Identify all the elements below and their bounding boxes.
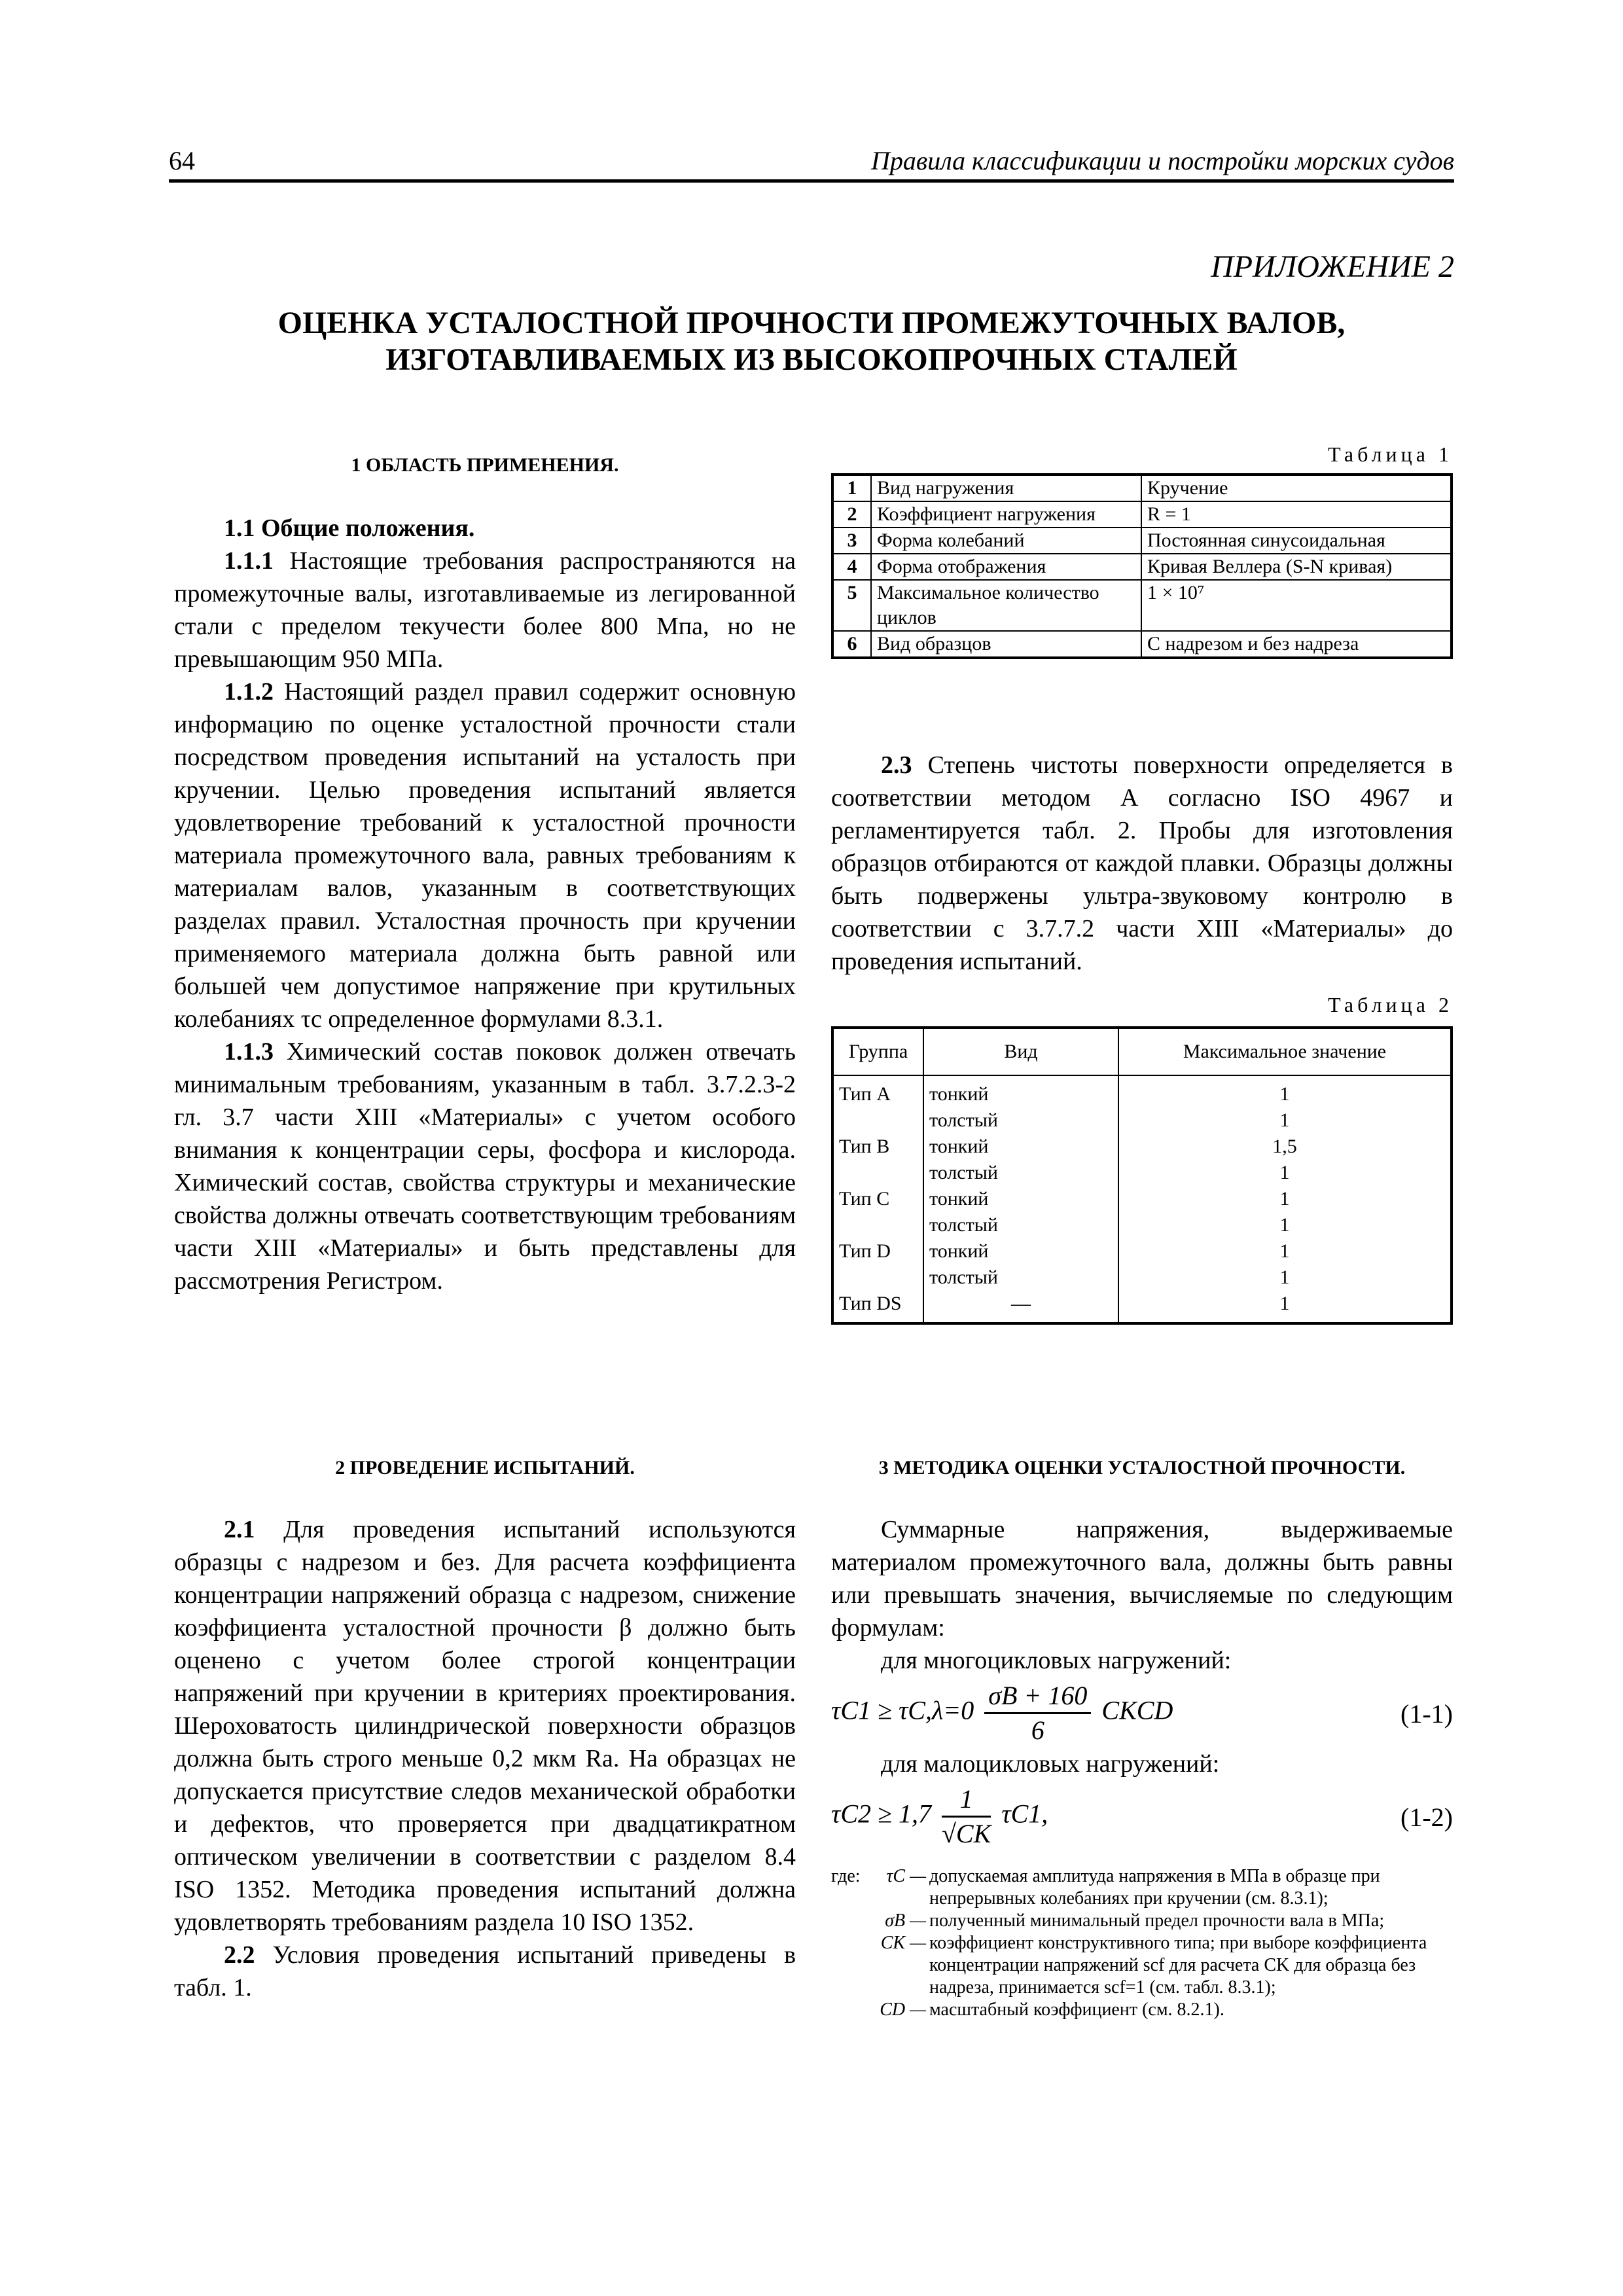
table-1-cell-parameter: Вид образцов bbox=[871, 631, 1141, 658]
table-2-row bbox=[832, 1265, 1452, 1291]
table-1-cell-number: 5 bbox=[832, 580, 871, 631]
paragraph-text: Настоящий раздел правил содержит основную информацию по оценке усталостной прочности стали посредством проведения испытаний на усталость при кручении. Целью проведения испытаний является удовлетворение требований к усталостной прочности материала промежуточного вала, равных требованиям к материалам валов, указанным в соответствующих разделах правил. Усталостная прочность при кручении применяемого материала должна быть равной или большей чем допустимое напряжение при крутильных колебаниях τc определенное формулами 8.3.1. bbox=[174, 678, 796, 1033]
paragraph-1-1-2 bbox=[174, 675, 796, 1035]
table-1-block bbox=[831, 442, 1453, 659]
section-1 bbox=[174, 449, 796, 1297]
table-2-cell-max: 1 bbox=[1118, 1107, 1452, 1134]
paragraph-2-3-block bbox=[831, 749, 1453, 1325]
table-1-cell-number: 4 bbox=[832, 554, 871, 580]
paragraph-text: Химический состав поковок должен отвечать минимальным требованиям, указанным в табл. 3.7.2.3-2 гл. 3.7 части XIII «Материалы» с учетом особого внимания к концентрации серы, фосфора и кислорода. Химический состав, свойства структуры и механические свойства должны отвечать соответствующим требованиям части XIII «Материалы» и быть представлены для рассмотрения Регистром. bbox=[174, 1038, 796, 1295]
paragraph-1-1-1 bbox=[174, 545, 796, 675]
section-3-intro: Суммарные напряжения, выдерживаемые материалом промежуточного вала, должны быть равны или превышать значения, вычисляемые по следующим формулам: bbox=[831, 1516, 1453, 1641]
section-2-heading: 2 ПРОВЕДЕНИЕ ИСПЫТАНИЙ. bbox=[335, 1457, 635, 1479]
formula-2-number: (1-2) bbox=[1400, 1803, 1453, 1832]
note-text: допускаемая амплитуда напряжения в МПа в образце при непрерывных колебаниях при кручении (см. 8.3.1); bbox=[929, 1866, 1380, 1909]
table-2-cell-group: Тип A bbox=[832, 1075, 923, 1107]
table-2-label: Таблица 2 bbox=[1328, 993, 1453, 1016]
table-2-cell-kind: толстый bbox=[923, 1160, 1118, 1186]
table-1-row bbox=[832, 475, 1452, 501]
table-2-header-kind: Вид bbox=[923, 1028, 1118, 1075]
formula-1-2 bbox=[831, 1783, 1453, 1856]
table-1-cell-parameter: Вид нагружения bbox=[871, 475, 1141, 501]
formula-2-lhs: τC2 ≥ 1,7 bbox=[831, 1799, 931, 1829]
formula-1-1 bbox=[831, 1679, 1453, 1748]
appendix-label: ПРИЛОЖЕНИЕ 2 bbox=[1211, 249, 1454, 284]
formula-2-numerator: 1 bbox=[942, 1783, 991, 1818]
table-2-cell-max: 1 bbox=[1118, 1075, 1452, 1107]
formula-notes bbox=[831, 1865, 1453, 2021]
formula-note bbox=[831, 1932, 1453, 1999]
section-2 bbox=[174, 1452, 796, 2004]
table-2-cell-group bbox=[832, 1107, 923, 1134]
paragraph-2-2 bbox=[174, 1939, 796, 2004]
note-text: масштабный коэффициент (см. 8.2.1). bbox=[929, 2000, 1224, 2020]
paragraph-1-1-3 bbox=[174, 1035, 796, 1297]
note-symbol: σB — bbox=[885, 1910, 926, 1931]
note-symbol: CD — bbox=[880, 2000, 926, 2020]
table-2-cell-group: Тип DS bbox=[832, 1291, 923, 1323]
table-1-row bbox=[832, 554, 1452, 580]
table-2-cell-max: 1 bbox=[1118, 1291, 1452, 1323]
paragraph-text: Степень чистоты поверхности определяется в соответствии методом А согласно ISO 4967 и регламентируется табл. 2. Пробы для изготовления образцов отбираются от каждой плавки. Образцы должны быть подвержены ультра-звуковому контролю в соответствии с 3.7.7.2 части XIII «Материалы» до проведения испытаний. bbox=[831, 751, 1453, 975]
table-2-cell-kind: тонкий bbox=[923, 1238, 1118, 1265]
table-1-cell-number: 3 bbox=[832, 528, 871, 554]
paragraph-number: 2.3 bbox=[881, 751, 912, 779]
formula-2-intro: для малоцикловых нагружений: bbox=[881, 1750, 1220, 1778]
table-2-cell-group: Тип B bbox=[832, 1134, 923, 1160]
table-1-row bbox=[832, 631, 1452, 658]
table-1-row bbox=[832, 501, 1452, 528]
table-2-row bbox=[832, 1075, 1452, 1107]
paragraph-number: 1.1.3 bbox=[224, 1038, 274, 1066]
paragraph-number: 2.2 bbox=[224, 1941, 255, 1969]
table-2-row bbox=[832, 1134, 1452, 1160]
table-2-cell-kind: тонкий bbox=[923, 1186, 1118, 1212]
note-text: полученный минимальный предел прочности вала в МПа; bbox=[929, 1910, 1385, 1931]
paragraph-number: 1.1.1 bbox=[224, 547, 274, 575]
paragraph-text: Для проведения испытаний используются образцы с надрезом и без. Для расчета коэффициента концентрации напряжений образца с надрезом, снижение коэффициента усталостной прочности β должно быть оценено с учетом более строгой концентрации напряжений при кручении в критериях проектирования. Шероховатость цилиндрической поверхности образцов должна быть строго меньше 0,2 мкм Ra. На образцах не допускается присутствие следов механической обработки и дефектов, что проверяется при двадцатикратном оптическом увеличении в соответствии с разделом 8.4 ISO 1352. Методика проведения испытаний должна удовлетворять требованиям раздела 10 ISO 1352. bbox=[174, 1516, 796, 1936]
table-2 bbox=[831, 1026, 1453, 1325]
note-symbol: τC — bbox=[886, 1866, 926, 1886]
table-1-cell-parameter: Форма отображения bbox=[871, 554, 1141, 580]
table-1-cell-value: Кручение bbox=[1141, 475, 1452, 501]
formula-1-denominator: 6 bbox=[1031, 1715, 1044, 1745]
table-2-cell-kind: толстый bbox=[923, 1265, 1118, 1291]
section-1-heading: 1 ОБЛАСТЬ ПРИМЕНЕНИЯ. bbox=[351, 454, 619, 476]
table-1-cell-value: Постоянная синусоидальная bbox=[1141, 528, 1452, 554]
table-2-cell-group: Тип C bbox=[832, 1186, 923, 1212]
table-2-row bbox=[832, 1107, 1452, 1134]
table-2-cell-kind: тонкий bbox=[923, 1134, 1118, 1160]
paragraph-2-1 bbox=[174, 1513, 796, 1939]
table-1-cell-parameter: Коэффициент нагружения bbox=[871, 501, 1141, 528]
header-rule bbox=[169, 179, 1454, 183]
paragraph-2-3 bbox=[831, 749, 1453, 978]
table-1-row bbox=[832, 580, 1452, 631]
formula-note bbox=[831, 1999, 1453, 2021]
paragraph-number: 2.1 bbox=[224, 1516, 255, 1543]
table-2-row bbox=[832, 1186, 1452, 1212]
table-2-cell-group bbox=[832, 1160, 923, 1186]
paragraph-number: 1.1.2 bbox=[224, 678, 274, 706]
table-1-label: Таблица 1 bbox=[1328, 442, 1453, 466]
table-1-row bbox=[832, 528, 1452, 554]
table-1-cell-value: R = 1 bbox=[1141, 501, 1452, 528]
section-3-heading: 3 МЕТОДИКА ОЦЕНКИ УСТАЛОСТНОЙ ПРОЧНОСТИ. bbox=[878, 1457, 1406, 1479]
formula-2-fraction bbox=[942, 1783, 991, 1850]
note-symbol: CK — bbox=[880, 1933, 926, 1953]
table-2-cell-max: 1 bbox=[1118, 1238, 1452, 1265]
table-2-cell-group bbox=[832, 1212, 923, 1238]
running-title: Правила классификации и постройки морских судов bbox=[870, 146, 1454, 175]
note-text: коэффициент конструктивного типа; при выборе коэффициента концентрации напряжений scf для расчета CK для образца без надреза, принимается scf=1 (см. табл. 8.3.1); bbox=[929, 1933, 1427, 1998]
formula-1-lhs: τC1 ≥ τC,λ=0 bbox=[831, 1695, 974, 1725]
table-2-row bbox=[832, 1291, 1452, 1323]
notes-where-label: где: bbox=[831, 1866, 861, 1886]
table-2-cell-max: 1,5 bbox=[1118, 1134, 1452, 1160]
paragraph-text: Настоящие требования распространяются на промежуточные валы, изготавливаемые из легированной стали с пределом текучести более 800 Мпа, но не превышающим 950 МПа. bbox=[174, 547, 796, 673]
table-2-cell-max: 1 bbox=[1118, 1212, 1452, 1238]
formula-2-rhs: τC1, bbox=[1001, 1799, 1048, 1829]
table-2-header-max: Максимальное значение bbox=[1118, 1028, 1452, 1075]
table-2-row bbox=[832, 1238, 1452, 1265]
table-2-cell-kind: толстый bbox=[923, 1107, 1118, 1134]
table-2-cell-kind: толстый bbox=[923, 1212, 1118, 1238]
table-2-cell-group bbox=[832, 1265, 923, 1291]
formula-note bbox=[831, 1865, 1453, 1910]
paragraph-text: Условия проведения испытаний приведены в табл. 1. bbox=[174, 1941, 796, 2001]
table-2-cell-group: Тип D bbox=[832, 1238, 923, 1265]
section-3 bbox=[831, 1452, 1453, 2021]
table-2-cell-max: 1 bbox=[1118, 1265, 1452, 1291]
formula-2-denominator: √CK bbox=[941, 1819, 991, 1848]
table-2-cell-max: 1 bbox=[1118, 1160, 1452, 1186]
table-1-cell-value: Кривая Веллера (S-N кривая) bbox=[1141, 554, 1452, 580]
table-1-cell-parameter: Максимальное количество циклов bbox=[871, 580, 1141, 631]
formula-1-number: (1-1) bbox=[1400, 1699, 1453, 1729]
table-1-cell-number: 2 bbox=[832, 501, 871, 528]
formula-1-fraction bbox=[984, 1679, 1091, 1747]
table-2-cell-kind: тонкий bbox=[923, 1075, 1118, 1107]
document-title-line-1: ОЦЕНКА УСТАЛОСТНОЙ ПРОЧНОСТИ ПРОМЕЖУТОЧНЫХ ВАЛОВ, bbox=[277, 306, 1346, 340]
table-1-cell-value: С надрезом и без надреза bbox=[1141, 631, 1452, 658]
table-1-cell-number: 6 bbox=[832, 631, 871, 658]
formula-note bbox=[831, 1910, 1453, 1932]
table-2-row bbox=[832, 1212, 1452, 1238]
table-1 bbox=[831, 473, 1453, 659]
table-2-header-group: Группа bbox=[832, 1028, 923, 1075]
table-2-row bbox=[832, 1160, 1452, 1186]
formula-1-intro: для многоцикловых нагружений: bbox=[881, 1647, 1232, 1674]
document-title-line-2: ИЗГОТАВЛИВАЕМЫХ ИЗ ВЫСОКОПРОЧНЫХ СТАЛЕЙ bbox=[385, 342, 1238, 377]
formula-1-rhs: CKCD bbox=[1101, 1695, 1173, 1725]
table-2-cell-max: 1 bbox=[1118, 1186, 1452, 1212]
page-number: 64 bbox=[169, 146, 195, 175]
formula-1-numerator: σB + 160 bbox=[984, 1679, 1091, 1714]
table-1-cell-value: 1 × 10⁷ bbox=[1141, 580, 1452, 631]
table-2-cell-kind: — bbox=[923, 1291, 1118, 1323]
table-1-cell-parameter: Форма колебаний bbox=[871, 528, 1141, 554]
subsection-1-1-heading: 1.1 Общие положения. bbox=[224, 514, 475, 542]
table-1-cell-number: 1 bbox=[832, 475, 871, 501]
